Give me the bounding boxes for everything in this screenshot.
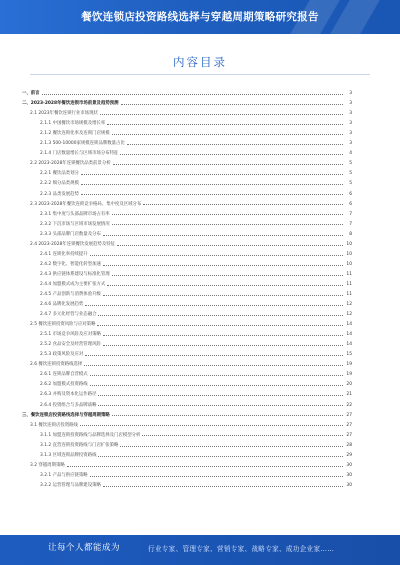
toc-entry-label: 2.2.2 细分品类规模 — [40, 181, 79, 187]
toc-entry-label: 2.4.7 多元化经营与业态融合 — [40, 312, 97, 318]
toc-entry[interactable] — [22, 217, 352, 227]
toc-leader-dots — [98, 456, 343, 457]
toc-entry-page: 12 — [346, 312, 352, 318]
toc-entry-label: 三、餐饮连锁店投资路线选择与穿越周期策略 — [22, 412, 110, 418]
toc-leader-dots — [90, 385, 343, 386]
toc-entry-page: 11 — [346, 271, 352, 277]
toc-leader-dots — [98, 315, 343, 316]
toc-leader-dots — [84, 365, 343, 366]
toc-entry-page: 27 — [346, 432, 352, 438]
toc-entry[interactable] — [22, 478, 352, 488]
toc-entry[interactable] — [22, 227, 352, 237]
toc-entry-page: 29 — [346, 452, 352, 458]
toc-entry-page: 30 — [346, 472, 352, 478]
toc-entry-label: 2.6 餐饮连锁投资路线选择 — [30, 362, 83, 368]
toc-entry[interactable] — [22, 347, 352, 357]
toc-entry[interactable] — [22, 267, 352, 277]
toc-entry[interactable] — [22, 408, 352, 418]
toc-entry-label: 2.5.2 食品安全及经营管理风险 — [40, 342, 101, 348]
toc-entry-page: 28 — [346, 442, 352, 448]
toc-leader-dots — [112, 214, 343, 215]
toc-entry[interactable] — [22, 277, 352, 287]
toc-leader-dots — [107, 285, 343, 286]
toc-entry-page: 12 — [346, 302, 352, 308]
toc-entry-page: 5 — [349, 161, 352, 167]
toc-entry[interactable] — [22, 418, 352, 428]
toc-entry-label: 二、2023-2028年餐饮连锁市场前景及趋势预测 — [22, 101, 119, 107]
toc-entry-label: 2.4 2023-2028年连锁餐饮发展趋势及特征 — [30, 241, 115, 247]
toc-leader-dots — [120, 446, 343, 447]
toc-entry-page: 3 — [349, 91, 352, 97]
toc-leader-dots — [100, 114, 343, 115]
toc-entry[interactable] — [22, 307, 352, 317]
toc-entry[interactable] — [22, 86, 352, 96]
toc-entry-page: 3 — [349, 101, 352, 107]
toc-leader-dots — [90, 375, 343, 376]
toc-leader-dots — [117, 245, 343, 246]
toc-entry[interactable] — [22, 176, 352, 186]
toc-leader-dots — [90, 255, 343, 256]
toc-entry-label: 2.1 2023年餐饮连锁行业市场现状 — [30, 111, 98, 117]
toc-heading: 内容目录 — [173, 55, 227, 69]
toc-entry[interactable] — [22, 448, 352, 458]
toc-entry[interactable] — [22, 146, 352, 156]
toc-entry[interactable] — [22, 367, 352, 377]
toc-entry-label: 2.1.1 中国餐饮市场规模及增长率 — [40, 121, 106, 127]
toc-entry[interactable] — [22, 257, 352, 267]
toc-entry-page: 27 — [346, 412, 352, 418]
toc-leader-dots — [85, 305, 343, 306]
toc-entry-page: 7 — [349, 211, 352, 217]
toc-entry-page: 14 — [346, 332, 352, 338]
toc-leader-dots — [103, 265, 343, 266]
toc-entry-label: 2.6.1 连锁品牌自营模式 — [40, 372, 88, 378]
toc-entry-label: 2.5.3 政策风险及应对 — [40, 352, 84, 358]
toc-entry-label: 2.4.1 连锁化率持续提升 — [40, 251, 88, 257]
toc-entry[interactable] — [22, 287, 352, 297]
toc-entry-page: 6 — [349, 191, 352, 197]
footer-tagline: 行业专家、管理专家、营销专家、战略专家、成功企业家…… — [148, 545, 335, 553]
toc-leader-dots — [81, 194, 343, 195]
report-title: 餐饮连锁店投资路线选择与穿越周期策略研究报告 — [81, 11, 319, 23]
toc-leader-dots — [103, 295, 343, 296]
toc-leader-dots — [107, 124, 343, 125]
toc-leader-dots — [81, 184, 343, 185]
toc-entry-label: 2.4.3 供应链体系建设与标准化管理 — [40, 271, 110, 277]
toc-leader-dots — [85, 355, 343, 356]
toc-entry-page: 14 — [346, 342, 352, 348]
toc-entry-page: 8 — [349, 231, 352, 237]
toc-leader-dots — [112, 134, 343, 135]
toc-leader-dots — [98, 395, 343, 396]
toc-entry-label: 3.1.1 加盟连锁投资路线与品牌选择及门店模型分析 — [40, 432, 141, 438]
toc-leader-dots — [121, 104, 343, 105]
toc-entry-page: 6 — [349, 201, 352, 207]
toc-entry[interactable] — [22, 337, 352, 347]
toc-entry-label: 2.3.2 下沉市场与区域市场发展情况 — [40, 221, 110, 227]
toc-leader-dots — [112, 415, 343, 416]
toc-entry-label: 2.4.6 品牌化发展趋势 — [40, 302, 84, 308]
toc-entry-label: 3.1.3 区域连锁品牌投资路线 — [40, 452, 97, 458]
toc-leader-dots — [112, 275, 343, 276]
toc-entry[interactable] — [22, 186, 352, 196]
toc-leader-dots — [142, 435, 343, 436]
toc-entry-page: 3 — [349, 121, 352, 127]
toc-entry-label: 2.4.4 加盟模式成为主要扩张方式 — [40, 281, 106, 287]
toc-leader-dots — [103, 345, 343, 346]
toc-entry-page: 10 — [346, 261, 352, 267]
toc-entry-page: 14 — [346, 322, 352, 328]
toc-leader-dots — [97, 325, 343, 326]
toc-entry[interactable] — [22, 297, 352, 307]
toc-entry-page: 11 — [346, 281, 352, 287]
toc-entry[interactable] — [22, 197, 352, 207]
toc-entry[interactable] — [22, 116, 352, 126]
toc-entry[interactable] — [22, 428, 352, 438]
toc-entry-label: 2.2.3 品类发展趋势 — [40, 191, 79, 197]
toc-entry[interactable] — [22, 377, 352, 387]
toc-entry-label: 2.2 2023-2028年连锁餐饮品类前景分析 — [30, 161, 111, 167]
toc-entry-page: 5 — [349, 171, 352, 177]
toc-entry-page: 3 — [349, 141, 352, 147]
toc-leader-dots — [80, 425, 343, 426]
toc-entry-page: 21 — [346, 392, 352, 398]
toc-entry[interactable] — [22, 458, 352, 468]
toc-entry[interactable] — [22, 96, 352, 106]
toc-entry-page: 30 — [346, 482, 352, 488]
toc-entry-label: 2.3.1 集中度与头部品牌市场占有率 — [40, 211, 110, 217]
toc-entry[interactable] — [22, 468, 352, 478]
toc-leader-dots — [98, 405, 343, 406]
toc-entry-page: 4 — [349, 151, 352, 157]
toc-leader-dots — [143, 204, 343, 205]
toc-entry-label: 2.6.2 加盟模式投资路线 — [40, 382, 88, 388]
toc-entry-label: 2.3.3 头部品牌门店数量及分布 — [40, 231, 101, 237]
toc-entry-label: 2.6.3 并购及资本化运作路径 — [40, 392, 97, 398]
toc-entry-page: 3 — [349, 111, 352, 117]
toc-entry-page: 22 — [346, 402, 352, 408]
toc-leader-dots — [112, 224, 343, 225]
toc-leader-dots — [103, 335, 343, 336]
toc-entry-label: 3.2 穿越周期策略 — [30, 462, 65, 468]
toc-entry-label: 2.1.3 500-10000家规模连锁品牌数量占比 — [40, 141, 125, 147]
toc-entry-page: 15 — [346, 352, 352, 358]
toc-entry-page: 7 — [349, 221, 352, 227]
toc-entry-label: 2.4.5 产品创新与消费体验升级 — [40, 291, 101, 297]
toc-entry-label: 2.3 2023-2028年餐饮连锁竞争格局、集中度及区域分布 — [30, 201, 142, 207]
toc-entry[interactable] — [22, 357, 352, 367]
toc-entry-label: 3.2.1 产品与供应链策略 — [40, 472, 88, 478]
table-of-contents — [22, 86, 352, 488]
toc-entry[interactable] — [22, 237, 352, 247]
toc-leader-dots — [120, 154, 343, 155]
toc-entry-page: 3 — [349, 131, 352, 137]
toc-entry[interactable] — [22, 136, 352, 146]
toc-entry[interactable] — [22, 106, 352, 116]
toc-entry-label: 2.6.4 投资组合与多品牌战略 — [40, 402, 97, 408]
toc-entry[interactable] — [22, 438, 352, 448]
toc-entry[interactable] — [22, 126, 352, 136]
toc-leader-dots — [67, 466, 343, 467]
toc-entry-label: 一、前言 — [22, 91, 40, 97]
toc-entry[interactable] — [22, 166, 352, 176]
toc-leader-dots — [42, 94, 343, 95]
toc-divider — [30, 74, 370, 75]
toc-entry-label: 2.1.4 门店数量增长与区域市场分布特征 — [40, 151, 119, 157]
toc-entry-page: 10 — [346, 241, 352, 247]
toc-entry-label: 2.2.1 餐饮品类划分 — [40, 171, 79, 177]
toc-entry-label: 2.1.2 餐饮连锁化率及连锁门店规模 — [40, 131, 110, 137]
toc-leader-dots — [103, 235, 343, 236]
toc-entry-page: 5 — [349, 181, 352, 187]
toc-entry[interactable] — [22, 397, 352, 407]
toc-entry-label: 2.4.2 数字化、智能化转型加速 — [40, 261, 101, 267]
toc-leader-dots — [127, 144, 343, 145]
toc-entry-label: 2.5.1 市场竞争风险及应对策略 — [40, 332, 101, 338]
toc-entry-label: 3.2.2 运营管理与品牌建设策略 — [40, 482, 101, 488]
toc-entry-page: 30 — [346, 462, 352, 468]
toc-entry-page: 19 — [346, 372, 352, 378]
toc-entry-label: 3.1 餐饮连锁店投资路线 — [30, 422, 78, 428]
toc-entry-label: 2.5 餐饮连锁投资风险与应对策略 — [30, 322, 96, 328]
toc-leader-dots — [113, 164, 343, 165]
toc-leader-dots — [103, 486, 343, 487]
toc-entry-page: 20 — [346, 382, 352, 388]
footer-slogan: 让每个人都能成为 — [48, 543, 121, 553]
toc-entry[interactable] — [22, 327, 352, 337]
toc-entry[interactable] — [22, 317, 352, 327]
toc-leader-dots — [90, 476, 343, 477]
toc-entry[interactable] — [22, 207, 352, 217]
toc-entry-page: 19 — [346, 362, 352, 368]
toc-entry-page: 27 — [346, 422, 352, 428]
toc-entry[interactable] — [22, 387, 352, 397]
toc-entry-label: 3.1.2 直营连锁投资路线与门店扩张策略 — [40, 442, 119, 448]
toc-entry[interactable] — [22, 156, 352, 166]
toc-entry-page: 11 — [346, 291, 352, 297]
toc-entry-page: 10 — [346, 251, 352, 257]
toc-leader-dots — [81, 174, 343, 175]
toc-entry[interactable] — [22, 247, 352, 257]
